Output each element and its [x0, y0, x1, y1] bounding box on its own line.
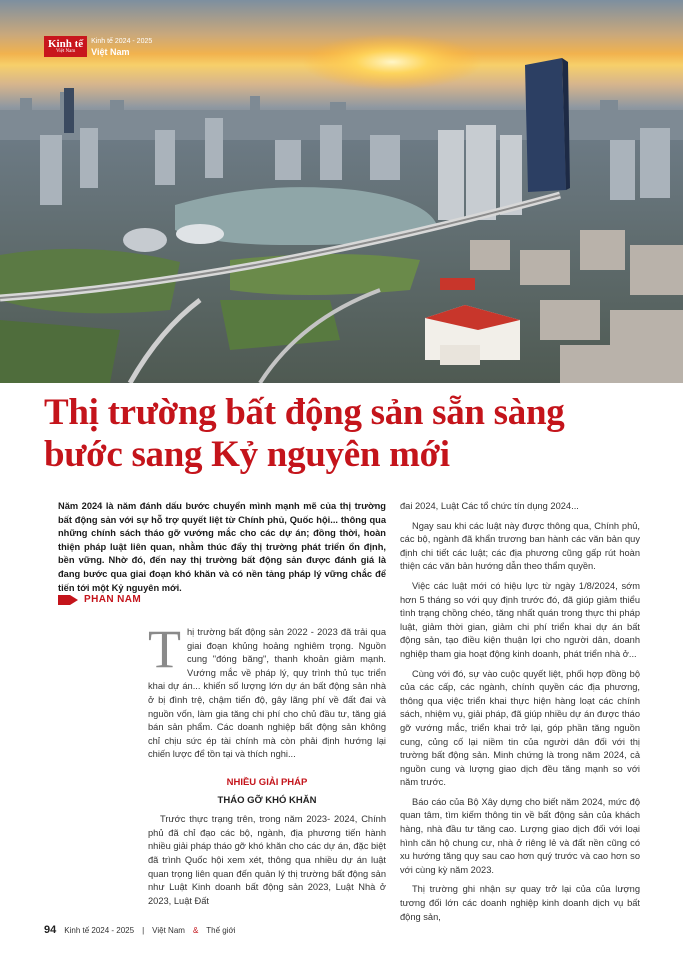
column2-paragraph: đai 2024, Luật Các tổ chức tín dụng 2024... [400, 501, 579, 511]
footer-section-a: Việt Nam [152, 926, 185, 935]
column2-paragraph: Báo cáo của Bộ Xây dựng cho biết năm 2024, mức độ quan tâm, tìm kiếm thông tin về bất động sản của khách hàng, nhà đầu tư tăng cao. Lượng giao dịch đối với loại hình căn hộ chung cư, nhà ở riêng lẻ và đất nền cũng có xu hướng tăng quy sau cao hơn quý trước và cao hơn so với cùng kỳ năm 2023. [400, 796, 640, 875]
masthead-logo [44, 36, 87, 57]
footer-publication: Kinh tế 2024 - 2025 [64, 926, 135, 935]
column2-paragraph: Việc các luật mới có hiệu lực từ ngày 1/8/2024, sớm hơn 5 tháng so với quy định trước đó, đã giúp giảm thiểu tình trạng chồng chéo, tăng nhất quán trong thực thi pháp luật, giảm thời gian, giảm chi phí triển khai dự án bất động sản, tạo điều kiện thuận lợi cho người dân, doanh nghiệp tham gia hoạt động kinh doanh, phát triển nhà ở... [400, 580, 640, 659]
section-heading [148, 776, 386, 807]
article-lead: Năm 2024 là năm đánh dấu bước chuyển mình mạnh mẽ của thị trường bất động sản với sự hỗ trợ quyết liệt từ Chính phủ, Quốc hội... thông qua những chính sách tháo gỡ vướng mắc cho các dự án; đồng thời, hoàn thiện pháp luật liên quan, nhằm thúc đẩy thị trường phát triển ổn định, bền vững. Nhờ đó, đến nay thị trường bất động sản được đánh giá là đang bước qua giai đoạn khó khăn và có nền tảng pháp lý vững chắc để tiến tới một Kỷ nguyên mới. [58, 501, 386, 593]
masthead [44, 36, 152, 57]
logo-sub: Việt Nam [55, 49, 76, 54]
intro-paragraph [148, 619, 386, 762]
byline-arrow-icon [58, 595, 78, 605]
section-paragraph: Trước thực trạng trên, trong năm 2023- 2024, Chính phủ đã chỉ đạo các bộ, ngành, địa phương tiến hành nhiều giải pháp tháo gỡ khó khăn cho các dự án, đặc biệt đã trình Quốc hội xem xét, thông qua nhiều dự án luật quan trọng liên quan đến quản lý thị trường bất động sản như Luật Kinh doanh bất động sản 2023, Luật Nhà ở 2023, Luật Đất [148, 814, 386, 906]
byline [58, 594, 141, 605]
column2-paragraph: Cùng với đó, sự vào cuộc quyết liệt, phối hợp đồng bộ của các cấp, các ngành, chính quyền các địa phương, thông qua việc triển khai thực hiện hàng loạt các chính sách, nhiệm vụ, giải pháp, đã giúp nhiều dự án được tháo gỡ vướng mắc, triển khai trở lại, góp phần tăng nguồn cung, củng cố lại niềm tin của người dân đối với thị trường bất động sản. Minh chứng là trong năm 2024, cả nguồn cung và lượng giao dịch đều tăng mạnh so với năm trước. [400, 668, 640, 788]
article-column-1 [148, 619, 386, 908]
section-kicker: NHIỀU GIẢI PHÁP [226, 776, 308, 788]
column2-paragraph: Ngay sau khi các luật này được thông qua, Chính phủ, các bộ, ngành đã khẩn trương ban hành các văn bản quy định chi tiết các luật; các địa phương cũng gấp rút hoàn thiện các văn bản hướng dẫn theo thẩm quyền. [400, 520, 640, 572]
column2-paragraph: Thị trường ghi nhận sự quay trở lại của của lượng tương đối lớn các doanh nghiệp kinh doanh dịch vụ bất động sản, [400, 884, 640, 922]
logo-main: Kinh tế [48, 38, 84, 50]
headline-line-2: bước sang Kỷ nguyên mới [44, 434, 450, 475]
intro-text: hị trường bất động sản 2022 - 2023 đã trải qua giai đoạn khủng hoảng nghiêm trọng. Nguồn cung "đóng băng", thanh khoản giảm mạnh. Vướng mắc về pháp lý, quy trình thủ tục triển khai dự án... khiến số lượng lớn dự án bất động sản nhà ở bị đình trệ, chậm tiến độ, gây lãng phí về đất đai và nguồn vốn, làm gia tăng chi phí cho chủ đầu tư, tăng giá bán sản phẩm. Các doanh nghiệp bất động sản không chỉ chịu sức ép tài chính mà còn phải định hướng lại chiến lược để tồn tại và thích nghi... [148, 627, 386, 760]
byline-author: PHAN NAM [84, 594, 142, 605]
drop-cap: T [148, 619, 181, 679]
page-footer [44, 924, 236, 936]
hero-photo [0, 0, 683, 383]
footer-separator: | [142, 926, 145, 935]
section-title: THÁO GỠ KHÓ KHĂN [217, 794, 317, 806]
footer-section-b: Thế giới [206, 926, 236, 935]
footer-ampersand: & [192, 926, 199, 935]
page-number: 94 [44, 924, 57, 936]
headline-line-1: Thị trường bất động sản sẵn sàng [44, 392, 565, 433]
article-headline [44, 392, 644, 476]
article-column-2 [400, 500, 640, 930]
masthead-issue: Kinh tế 2024 - 2025 [91, 37, 153, 45]
masthead-text [91, 37, 152, 57]
city-skyline-photo-icon [0, 0, 683, 383]
masthead-section: Việt Nam [91, 46, 130, 57]
